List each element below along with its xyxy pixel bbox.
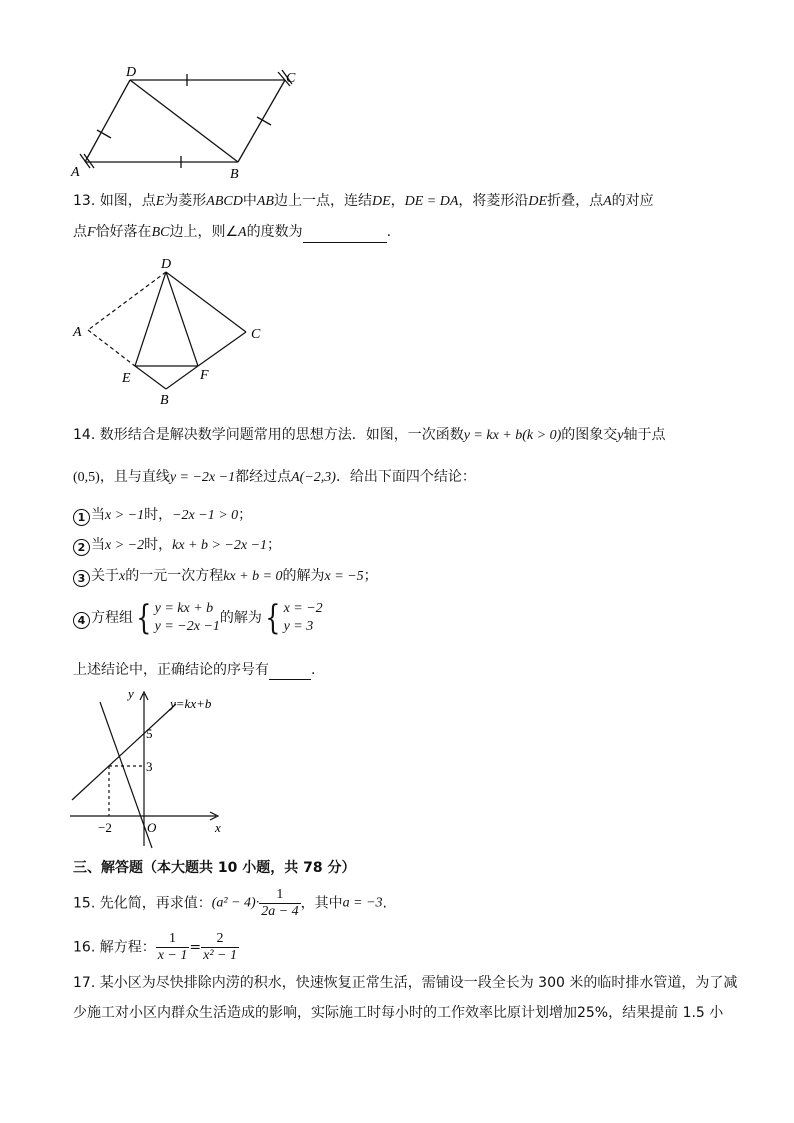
q17-line2: 少施工对小区内群众生活造成的影响，实际施工时每小时的工作效率比原计划增加25%，结果提前 1.5 小 xyxy=(73,1005,724,1021)
q16-left-fraction: $\frac{1}{x - 1}$ xyxy=(157,931,188,963)
side-eb xyxy=(135,366,166,389)
line-label: y=kx+b xyxy=(170,696,212,711)
label-c: C xyxy=(251,327,261,342)
dashed-da xyxy=(88,272,166,330)
q16-right-fraction: $\frac{2}{\text{x² − 1}}$ xyxy=(203,931,237,963)
label-a: A xyxy=(73,325,82,340)
q16: 16. 解方程： $\frac{1}{x - 1}$ = $\frac{2}{\text{x² − 1}}$ xyxy=(73,931,237,963)
q15-fraction: $\frac{1}{2a - 4}$ xyxy=(261,887,299,919)
tick-3: 3 xyxy=(146,759,153,774)
segment-df xyxy=(166,272,198,366)
label-c: C xyxy=(286,71,296,86)
fold-figure xyxy=(68,254,278,406)
tick-neg2: −2 xyxy=(98,820,112,835)
side-bc xyxy=(238,80,285,162)
label-b: B xyxy=(230,167,239,180)
answer-blank-q13[interactable] xyxy=(303,226,387,243)
y-axis-label: y xyxy=(128,686,134,701)
segment-de xyxy=(135,272,166,366)
tick-5: 5 xyxy=(146,726,153,741)
q14-conclusion-3: 3 关于x的一元一次方程kx + b = 0的解为x = −5； xyxy=(73,566,378,587)
label-d: D xyxy=(161,257,172,272)
q14-line2: (0,5)，且与直线y = −2x −1都经过点A(−2,3)．给出下面四个结论： xyxy=(73,469,476,485)
label-e: E xyxy=(122,371,131,386)
answer-blank-q14[interactable] xyxy=(269,663,311,680)
q14-line1: 14. 数形结合是解决数学问题常用的思想方法．如图，一次函数y = kx + b(k > 0)的图象交y轴于点 xyxy=(73,427,666,443)
line-kx-plus-b xyxy=(72,704,176,800)
x-axis-label: x xyxy=(215,820,221,835)
section-title: 三、解答题（本大题共 10 小题，共 78 分） xyxy=(73,860,356,876)
q14-graph xyxy=(66,686,236,850)
side-cf xyxy=(198,332,246,366)
origin-label: O xyxy=(147,820,157,835)
solution-system: x = −2 y = 3 xyxy=(283,601,323,634)
rhombus-figure xyxy=(60,62,310,180)
q14-question: 上述结论中，正确结论的序号有 . xyxy=(73,662,316,678)
label-b: B xyxy=(160,393,169,406)
diagonal-db xyxy=(130,80,238,162)
label-f: F xyxy=(200,368,209,383)
label-d: D xyxy=(126,65,137,80)
equation-system: y = kx + b y = −2x −1 xyxy=(154,601,220,634)
q14-conclusion-1: 1 当x > −1时，−2x −1 > 0； xyxy=(73,505,252,526)
q17-line1: 17. 某小区为尽快排除内涝的积水，快速恢复正常生活，需铺设一段全长为 300 米的临时排水管道，为了减 xyxy=(73,975,738,991)
q14-conclusion-4: 4 方程组{ y = kx + b y = −2x −1 的解为{ x = −2 y = 3 xyxy=(73,600,323,636)
side-dc xyxy=(166,272,246,332)
q15: 15. 先化简，再求值：(a² − 4)· $\frac{1}{2a - 4}$ ，其中a = −3. xyxy=(73,887,387,919)
side-ad xyxy=(85,80,130,162)
q13-line1: 13. 如图，点E为菱形ABCD中AB边上一点，连结DE，DE = DA，将菱形沿DE折叠，点A的对应 xyxy=(73,193,654,209)
label-a: A xyxy=(71,165,80,180)
q14-number: 14. xyxy=(73,427,96,443)
q13-number: 13. xyxy=(73,193,96,209)
q14-conclusion-2: 2 当x > −2时，kx + b > −2x −1； xyxy=(73,535,281,556)
q13-line2: 点F恰好落在BC边上，则∠A的度数为 . xyxy=(73,222,391,243)
tick-bc xyxy=(257,117,271,125)
dashed-ae xyxy=(88,330,135,366)
side-fb xyxy=(166,366,198,389)
